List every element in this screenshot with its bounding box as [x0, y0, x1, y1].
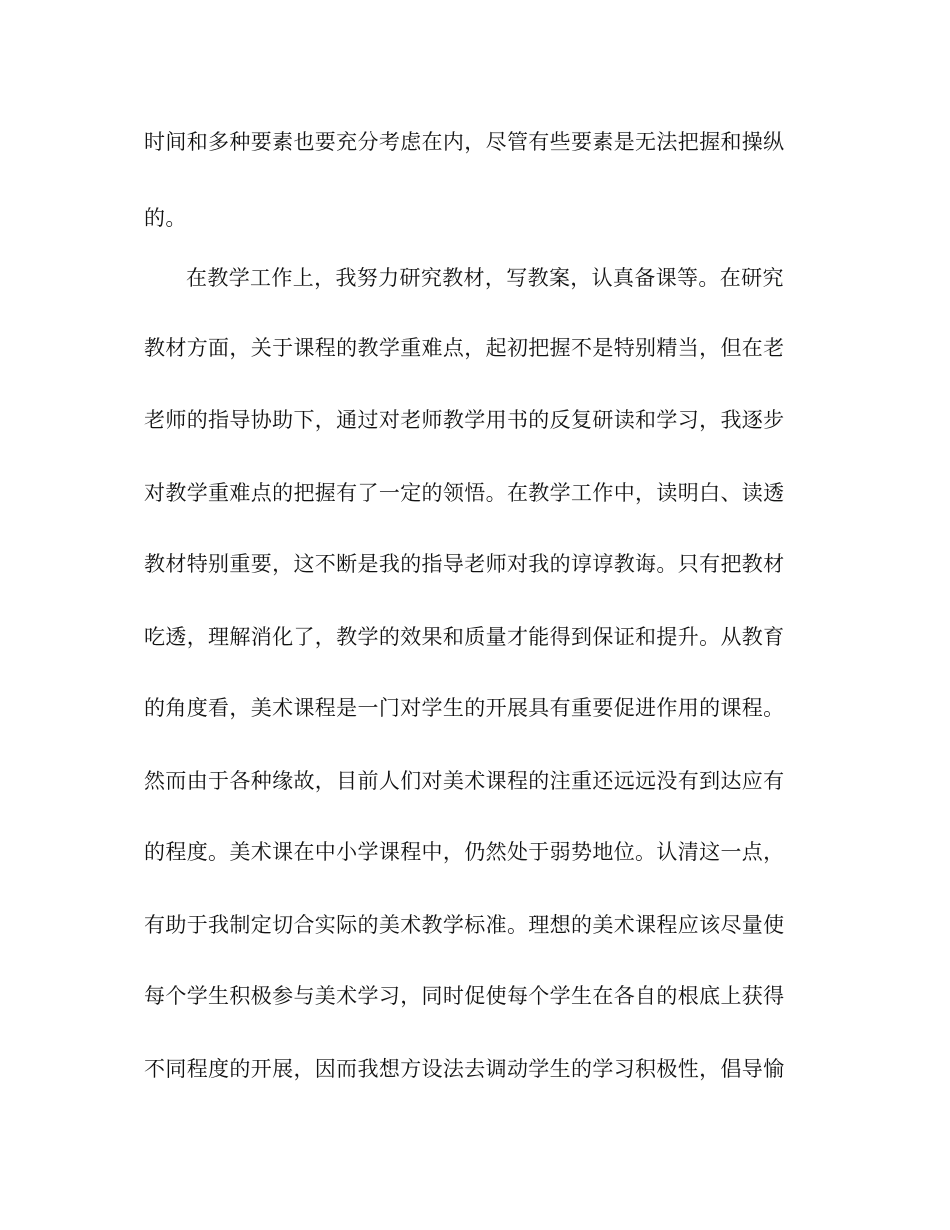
text-line-6: 对教学重难点的把握有了一定的领悟。在教学工作中，读明白、读透 [144, 481, 785, 505]
text-line-14: 不同程度的开展，因而我想方设法去调动学生的学习积极性，倡导愉 [144, 1057, 785, 1081]
text-line-11: 的程度。美术课在中小学课程中，仍然处于弱势地位。认清这一点， [144, 840, 785, 864]
text-line-12: 有助于我制定切合实际的美术教学标准。理想的美术课程应该尽量使 [144, 913, 785, 937]
paragraph-start-line: 在教学工作上，我努力研究教材，写教案，认真备课等。在研究 [186, 266, 784, 290]
text-line-1: 时间和多种要素也要充分考虑在内，尽管有些要素是无法把握和操纵 [144, 130, 785, 154]
text-line-8: 吃透，理解消化了，教学的效果和质量才能得到保证和提升。从教育 [144, 625, 785, 649]
text-line-9: 的角度看，美术课程是一门对学生的开展具有重要促进作用的课程。 [144, 696, 785, 720]
text-line-5: 老师的指导协助下，通过对老师教学用书的反复研读和学习，我逐步 [144, 408, 785, 432]
text-line-10: 然而由于各种缘故，目前人们对美术课程的注重还远远没有到达应有 [144, 769, 785, 793]
text-line-13: 每个学生积极参与美术学习，同时促使每个学生在各自的根底上获得 [144, 984, 785, 1008]
text-line-4: 教材方面，关于课程的教学重难点，起初把握不是特别精当，但在老 [144, 336, 785, 360]
text-line-2: 的。 [144, 206, 187, 230]
text-line-7: 教材特别重要，这不断是我的指导老师对我的谆谆教诲。只有把教材 [144, 552, 785, 576]
